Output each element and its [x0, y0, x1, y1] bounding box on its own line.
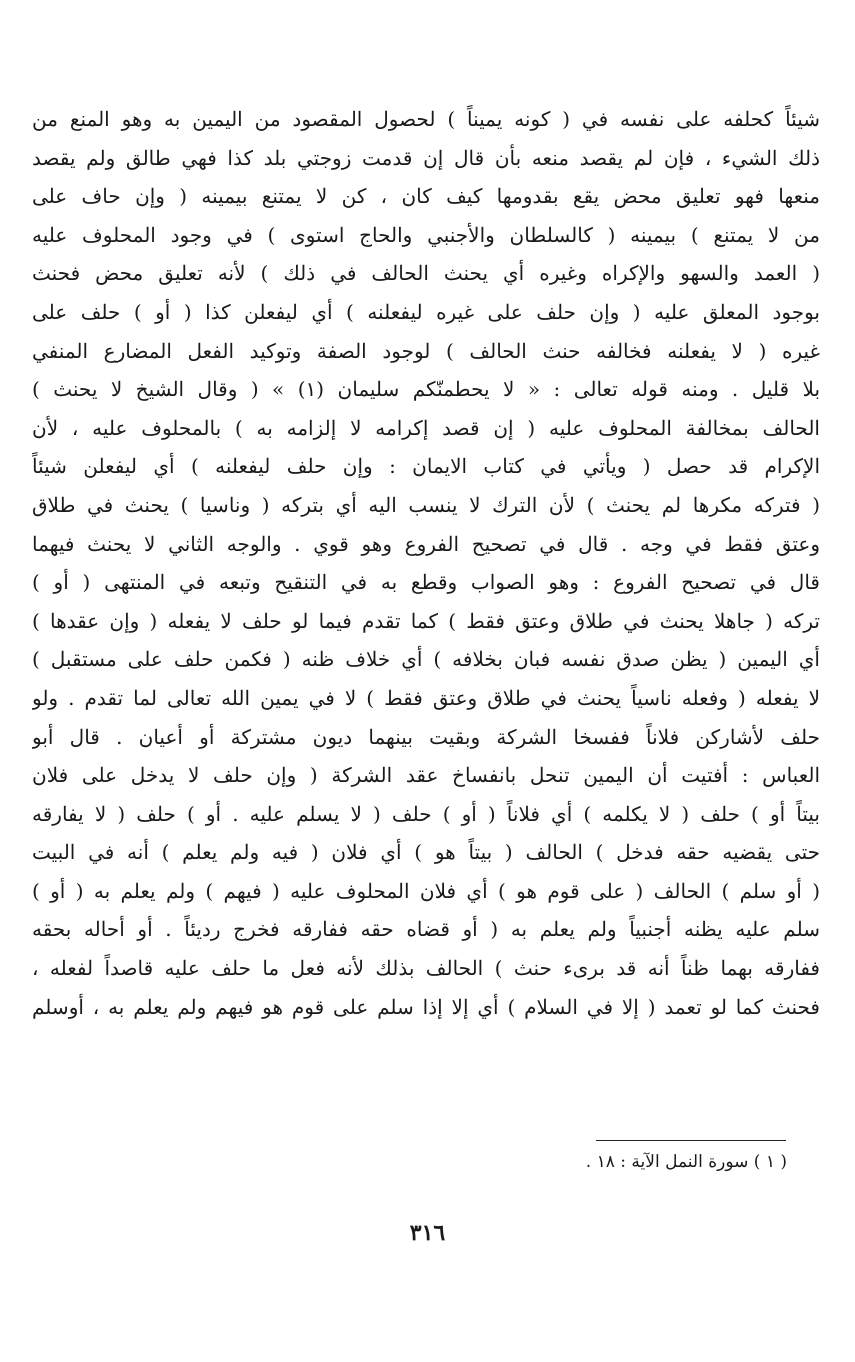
text-line: الإكرام قد حصل ( ويأتي في كتاب الايمان : وإن حلف ليفعلنه ) أي ليفعلن شيئاً: [32, 454, 820, 479]
text-line: تركه ( جاهلا يحنث في طلاق وعتق فقط ) كما تقدم فيما لو حلف لا يفعله ( وإن عقدها ): [32, 608, 820, 633]
text-line: غيره ( لا يفعلنه فخالفه حنث الحالف ) لوجود الصفة وتوكيد الفعل المضارع المنفي: [32, 338, 820, 363]
footnote: ( ١ ) سورة النمل الآية : ١٨ .: [585, 1152, 787, 1172]
text-line: منعها فهو تعليق محض يقع بقدومها كيف كان ، كن لا يمتنع بيمينه ( وإن حاف على: [32, 184, 820, 209]
text-line: بلا قليل . ومنه قوله تعالى : « لا يحطمنّكم سليمان (١) » ( وقال الشيخ لا يحنث ): [32, 377, 820, 402]
text-line: حتى يقضيه حقه فدخل ) الحالف ( بيتاً هو ) أي فلان ( فيه ولم يعلم ) أنه في البيت: [32, 840, 820, 865]
text-line: بوجود المعلق عليه ( وإن حلف على غيره ليفعلنه ) أي ليفعلن كذا ( أو ) حلف على: [32, 299, 820, 324]
text-line: أي اليمين ( يظن صدق نفسه فبان بخلافه ) أي خلاف ظنه ( فكمن حلف على مستقبل ): [32, 647, 820, 672]
text-line: شيئاً كحلفه على نفسه في ( كونه يميناً ) لحصول المقصود من اليمين به وهو المنع من: [32, 107, 820, 131]
text-line: فحنث كما لو تعمد ( إلا في السلام ) أي إلا إذا سلم على قوم هو فيهم ولم يعلم به ، أوسلم: [32, 994, 820, 1019]
text-line: من لا يمتنع ) بيمينه ( كالسلطان والأجنبي والحاج استوى ) في وجود المحلوف عليه: [32, 222, 820, 247]
text-line: الحالف بمخالفة المحلوف عليه ( إن قصد إكرامه لا إلزامه به ) بالمحلوف عليه ، لأن: [32, 415, 820, 440]
footnote-divider: [596, 1140, 786, 1141]
text-line: لا يفعله ( وفعله ناسياً يحنث في طلاق وعتق فقط ) لا في يمين الله تعالى لما تقدم . ولو: [32, 685, 820, 710]
main-text-block: [32, 100, 820, 1026]
text-line: ( أو سلم ) الحالف ( على قوم هو ) أي فلان المحلوف عليه ( فيهم ) ولم يعلم به ( أو ): [32, 878, 820, 903]
text-line: ففارقه بهما ظناً أنه قد برىء حنث ) الحالف بذلك لأنه فعل ما حلف عليه قاصداً لفعله ،: [32, 956, 820, 981]
text-line: ذلك الشيء ، فإن لم يقصد منعه بأن قال إن قدمت زوجتي بلد كذا فهي طالق ولم يقصد: [32, 145, 820, 170]
text-line: ( العمد والسهو والإكراه وغيره أي يحنث الحالف في ذلك ) لأنه تعليق محض فحنث: [32, 261, 820, 286]
text-line: العباس : أفتيت أن اليمين تنحل بانفساخ عقد الشركة ( وإن حلف لا يدخل على فلان: [32, 763, 820, 788]
text-line: قال في تصحيح الفروع : وهو الصواب وقطع به في التنقيح وتبعه في المنتهى ( أو ): [32, 570, 820, 595]
text-line: حلف لأشاركن فلاناً ففسخا الشركة وبقيت بينهما ديون مشتركة أو أعيان . قال أبو: [32, 724, 820, 749]
text-line: سلم عليه يظنه أجنبياً ولم يعلم به ( أو قضاه حقه ففارقه فخرج رديئاً . أو أحاله بحقه: [32, 917, 820, 942]
text-line: بيتاً أو ) حلف ( لا يكلمه ) أي فلاناً ( أو ) حلف ( لا يسلم عليه . أو ) حلف ( لا يفارقه: [32, 801, 820, 826]
text-line: ( فتركه مكرها لم يحنث ) لأن الترك لا ينسب اليه أي بتركه ( وناسيا ) يحنث في طلاق: [32, 492, 820, 517]
text-line: وعتق فقط في وجه . قال في تصحيح الفروع وهو قوي . والوجه الثاني لا يحنث فيهما: [32, 531, 820, 556]
page-number: ٣١٦: [409, 1220, 446, 1246]
